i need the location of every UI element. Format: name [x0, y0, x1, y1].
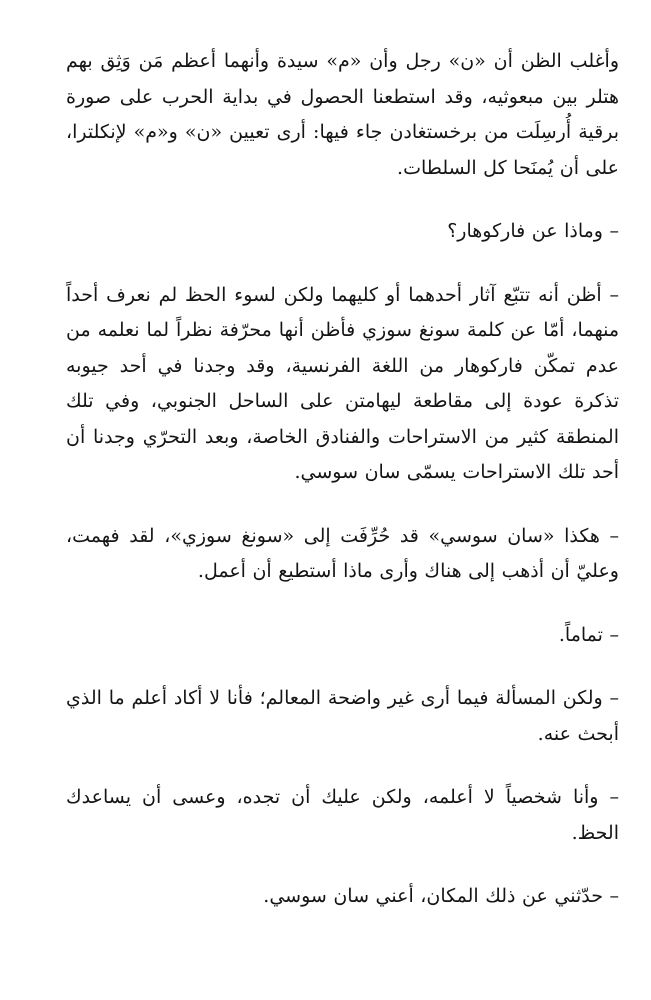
paragraph-4: – هكذا «سان سوسي» قد حُرِّفَت إلى «سونغ سوزي»، لقد فهمت، وعليّ أن أذهب إلى هناك وأرى ماذا أستطيع أن أعمل. — [66, 524, 619, 582]
paragraph-8: – حدّثني عن ذلك المكان، أعني سان سوسي. — [263, 885, 619, 907]
book-page — [66, 44, 619, 943]
paragraph-1: وأغلب الظن أن «ن» رجل وأن «م» سيدة وأنهما أعظم مَن وَثِق بهم هتلر بين مبعوثيه، وقد استطعنا الحصول في بداية الحرب على صورة برقية أُرسِلَت من برخستغادن جاء فيها: أرى تعيين «ن» و«م» لإنكلترا، على أن يُمنَحا كل السلطات. — [66, 50, 619, 179]
paragraph-5: – تماماً. — [558, 623, 619, 646]
paragraph-3: – أظن أنه تتبّع آثار أحدهما أو كليهما ولكن لسوء الحظ لم نعرف أحداً منهما، أمّا عن كلمة سونغ سوزي فأظن أنها محرّفة نظراً لما نعلمه من عدم تمكّن فاركوهار من اللغة الفرنسية، وقد وجدنا في أحد جيوبه تذكرة عودة إلى مقاطعة ليهامتن على الساحل الجنوبي، وفي تلك المنطقة كثير من الاستراحات والفنادق الخاصة، وبعد التحرّي وجدنا أن أحد تلك الاستراحات يسمّى سان سوسي. — [66, 283, 619, 483]
paragraph-7: – وأنا شخصياً لا أعلمه، ولكن عليك أن تجده، وعسى أن يساعدك الحظ. — [66, 786, 619, 844]
paragraph-2: – وماذا عن فاركوهار؟ — [447, 220, 619, 242]
paragraph-6: – ولكن المسألة فيما أرى غير واضحة المعالم؛ فأنا لا أكاد أعلم ما الذي أبحث عنه. — [66, 687, 619, 745]
